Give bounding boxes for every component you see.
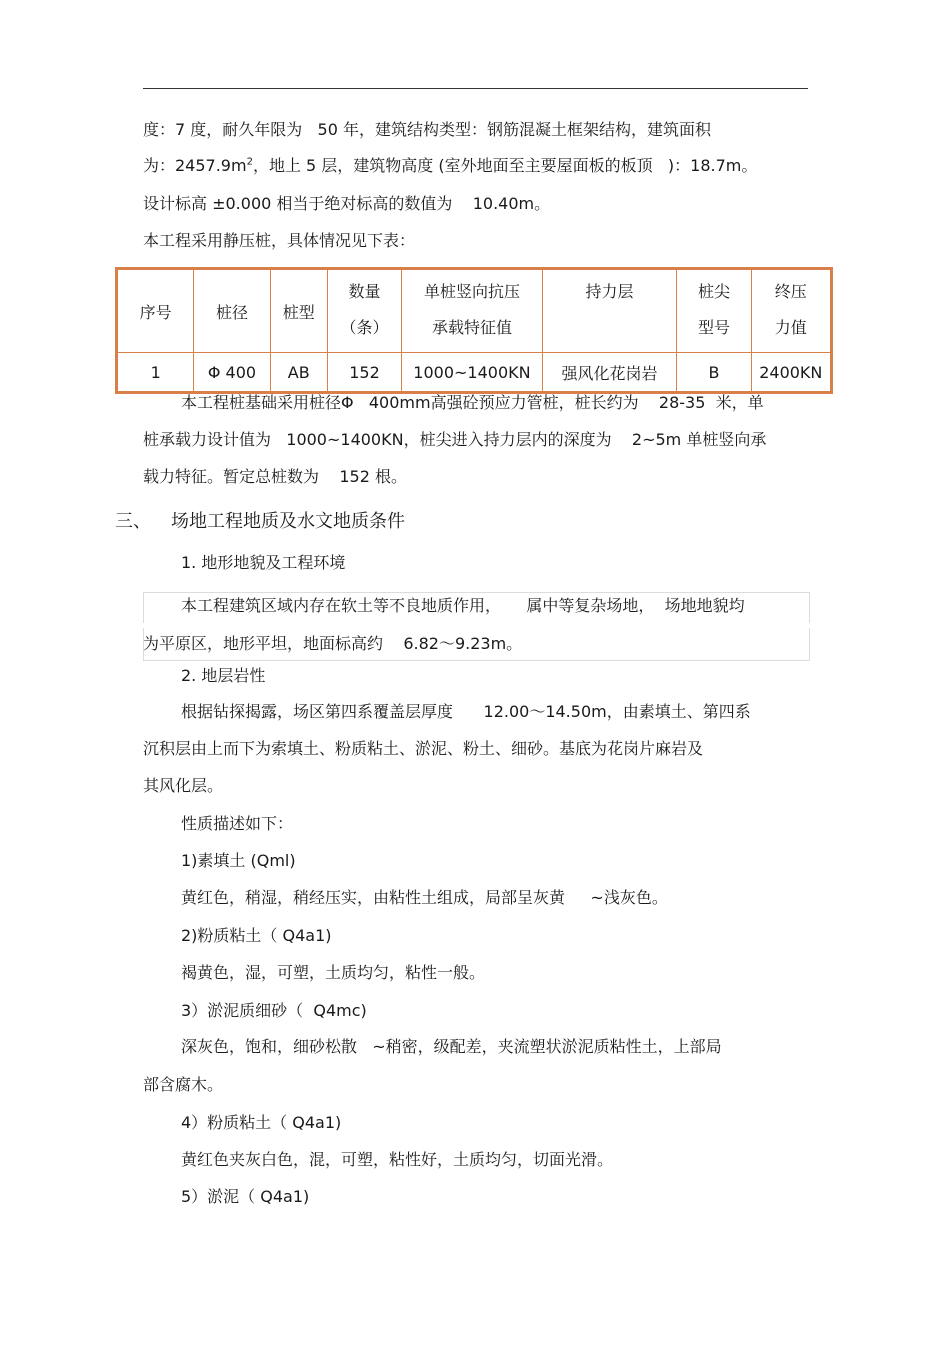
pile-line-1: 本工程桩基础采用桩径Φ 400mm高强砼预应力管桩，桩长约为 28-35 米，单: [181, 393, 764, 412]
pile-line-2: 桩承载力设计值为 1000~1400KN，桩尖进入持力层内的深度为 2~5m 单桩竖向承: [143, 430, 767, 449]
stratum-3-desc-1: 深灰色，饱和，细砂松散 ~稍密，级配差，夹流塑状淤泥质粘性土，上部局: [181, 1037, 722, 1056]
cell-type: AB: [270, 353, 327, 393]
sub1-line-1: 本工程建筑区域内存在软土等不良地质作用， 属中等复杂场地， 场地地貌均: [181, 596, 745, 615]
header-bearing-layer: 持力层: [542, 269, 677, 353]
sub2-title: 2. 地层岩性: [181, 666, 266, 685]
sub2-line-3: 其风化层。: [143, 776, 224, 795]
pile-line-3: 载力特征。暂定总桩数为 152 根。: [143, 467, 407, 486]
intro-line-4: 本工程采用静压桩，具体情况见下表：: [143, 231, 416, 250]
header-tip: 桩尖 型号: [677, 269, 751, 353]
sub2-line-4: 性质描述如下：: [181, 814, 294, 833]
intro-line-1: 度：7 度，耐久年限为 50 年，建筑结构类型：钢筋混凝土框架结构，建筑面积: [143, 120, 711, 139]
pile-table-header-row: [117, 269, 832, 353]
cell-bearing-layer: 强风化花岗岩: [542, 353, 677, 393]
cell-tip: B: [677, 353, 751, 393]
cell-diameter: Φ 400: [194, 353, 270, 393]
cell-seq: 1: [117, 353, 194, 393]
header-diameter: 桩径: [194, 269, 270, 353]
header-final: 终压 力值: [751, 269, 831, 353]
stratum-2-title: 2)粉质粘土（ Q4a1): [181, 926, 332, 945]
stratum-3-title: 3）淤泥质细砂（ Q4mc): [181, 1001, 367, 1020]
intro-line-2: 为：$2457.9m^2$，地上 5 层，建筑物高度 (室外地面至主要屋面板的板顶 )：18.7m。: [143, 156, 758, 175]
intro-line-3: 设计标高 ±0.000 相当于绝对标高的数值为 10.40m。: [143, 194, 551, 213]
stratum-2-desc: 褐黄色，湿，可塑，土质均匀，粘性一般。: [181, 963, 486, 982]
header-count: 数量 （条）: [327, 269, 401, 353]
header-seq: 序号: [117, 269, 194, 353]
stratum-5-title: 5）淤泥（ Q4a1): [181, 1187, 310, 1206]
stratum-4-desc: 黄红色夹灰白色，混，可塑，粘性好，土质均匀，切面光滑。: [181, 1150, 614, 1169]
sub2-line-2: 沉积层由上而下为索填土、粉质粘土、淤泥、粉土、细砂。基底为花岗片麻岩及: [143, 739, 704, 758]
cell-capacity: 1000~1400KN: [402, 353, 543, 393]
table-row: [117, 353, 832, 393]
sub1-line-2: 为平原区，地形平坦，地面标高约 6.82～9.23m。: [143, 634, 523, 653]
stratum-4-title: 4）粉质粘土（ Q4a1): [181, 1113, 342, 1132]
pile-table: [115, 267, 833, 394]
stratum-3-desc-2: 部含腐木。: [143, 1075, 224, 1094]
header-type: 桩型: [270, 269, 327, 353]
sub2-line-1: 根据钻探揭露，场区第四系覆盖层厚度 12.00～14.50m，由素填土、第四系: [181, 702, 751, 721]
section-title: 场地工程地质及水文地质条件: [171, 511, 405, 532]
stratum-1-desc: 黄红色，稍湿，稍经压实，由粘性土组成，局部呈灰黄 ~浅灰色。: [181, 888, 668, 907]
sub1-title: 1. 地形地貌及工程环境: [181, 553, 346, 572]
stratum-1-title: 1)素填土 (Qml): [181, 851, 296, 870]
cell-final: 2400KN: [751, 353, 831, 393]
header-capacity: 单桩竖向抗压 承载特征值: [402, 269, 543, 353]
section-number: 三、: [115, 511, 151, 532]
header-rule: [143, 88, 808, 89]
cell-count: 152: [327, 353, 401, 393]
